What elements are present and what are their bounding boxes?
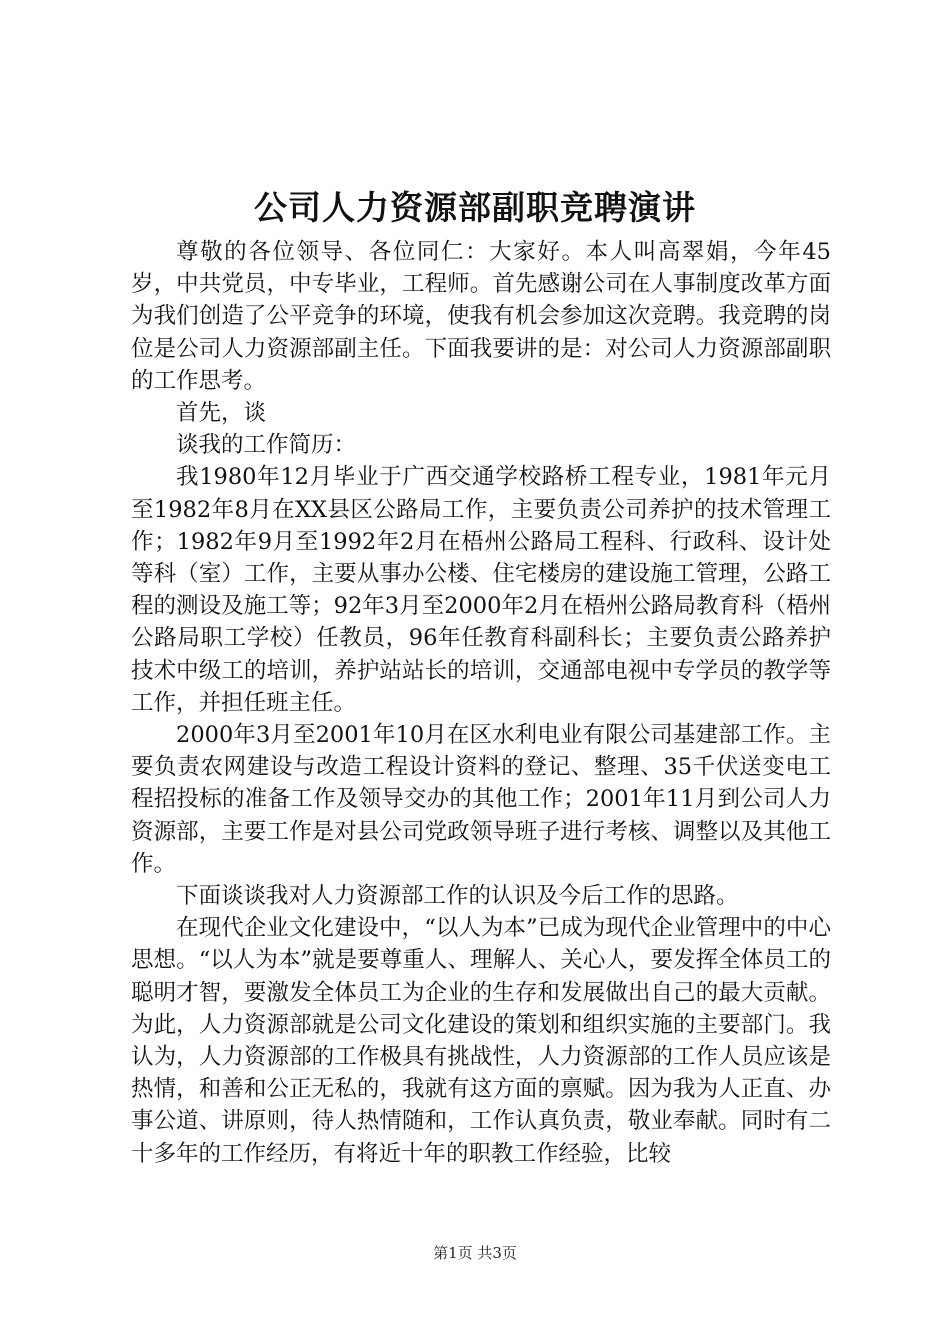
document-title: 公司人力资源部副职竞聘演讲 [254, 188, 696, 227]
paragraph-resume-1: 我1980年12月毕业于广西交通学校路桥工程专业，1981年元月至1982年8月在XX县区公路局工作，主要负责公司养护的技术管理工作；1982年9月至1992年2月在梧州公路局工程科、行政科、设计处等科（室）工作，主要从事办公楼、住宅楼房的建设施工管理，公路工程的测设及施工等；92年3月至2000年2月在梧州公路局教育科（梧州公路局职工学校）任教员，96年任教育科副科长；主要负责公路养护技术中级工的培训，养护站站长的培训，交通部电视中专学员的教学等工作，并担任班主任。 [131, 464, 831, 716]
page-number: 第1页 共3页 [433, 1244, 517, 1262]
paragraph-first: 首先，谈 [176, 400, 267, 427]
paragraph-resume-2: 2000年3月至2001年10月在区水利电业有限公司基建部工作。主要负责农网建设与改造工程设计资料的登记、整理、35千伏送变电工程招投标的准备工作及领导交办的其他工作；2001年11月到公司人力资源部，主要工作是对县公司党政领导班子进行考核、调整以及其他工作。 [131, 722, 831, 877]
paragraph-resume-heading: 谈我的工作简历： [176, 432, 357, 459]
document-body [131, 236, 831, 1170]
paragraph-understanding: 在现代企业文化建设中，“以人为本”已成为现代企业管理中的中心思想。“以人为本”就是要尊重人、理解人、关心人，要发挥全体员工的聪明才智，要激发全体员工为企业的生存和发展做出自己的最大贡献。为此，人力资源部就是公司文化建设的策划和组织实施的主要部门。我认为，人力资源部的工作极具有挑战性，人力资源部的工作人员应该是热情，和善和公正无私的，我就有这方面的禀赋。因为我为人正直、办事公道、讲原则，待人热情随和，工作认真负责，敬业奉献。同时有二十多年的工作经历，有将近十年的职教工作经验，比较 [131, 915, 831, 1167]
paragraph-transition: 下面谈谈我对人力资源部工作的认识及今后工作的思路。 [176, 883, 739, 910]
paragraph-greeting: 尊敬的各位领导、各位同仁：大家好。本人叫高翠娟，今年45岁，中共党员，中专毕业，工程师。首先感谢公司在人事制度改革方面为我们创造了公平竞争的环境，使我有机会参加这次竞聘。我竞聘的岗位是公司人力资源部副主任。下面我要讲的是：对公司人力资源部副职的工作思考。 [131, 239, 831, 394]
